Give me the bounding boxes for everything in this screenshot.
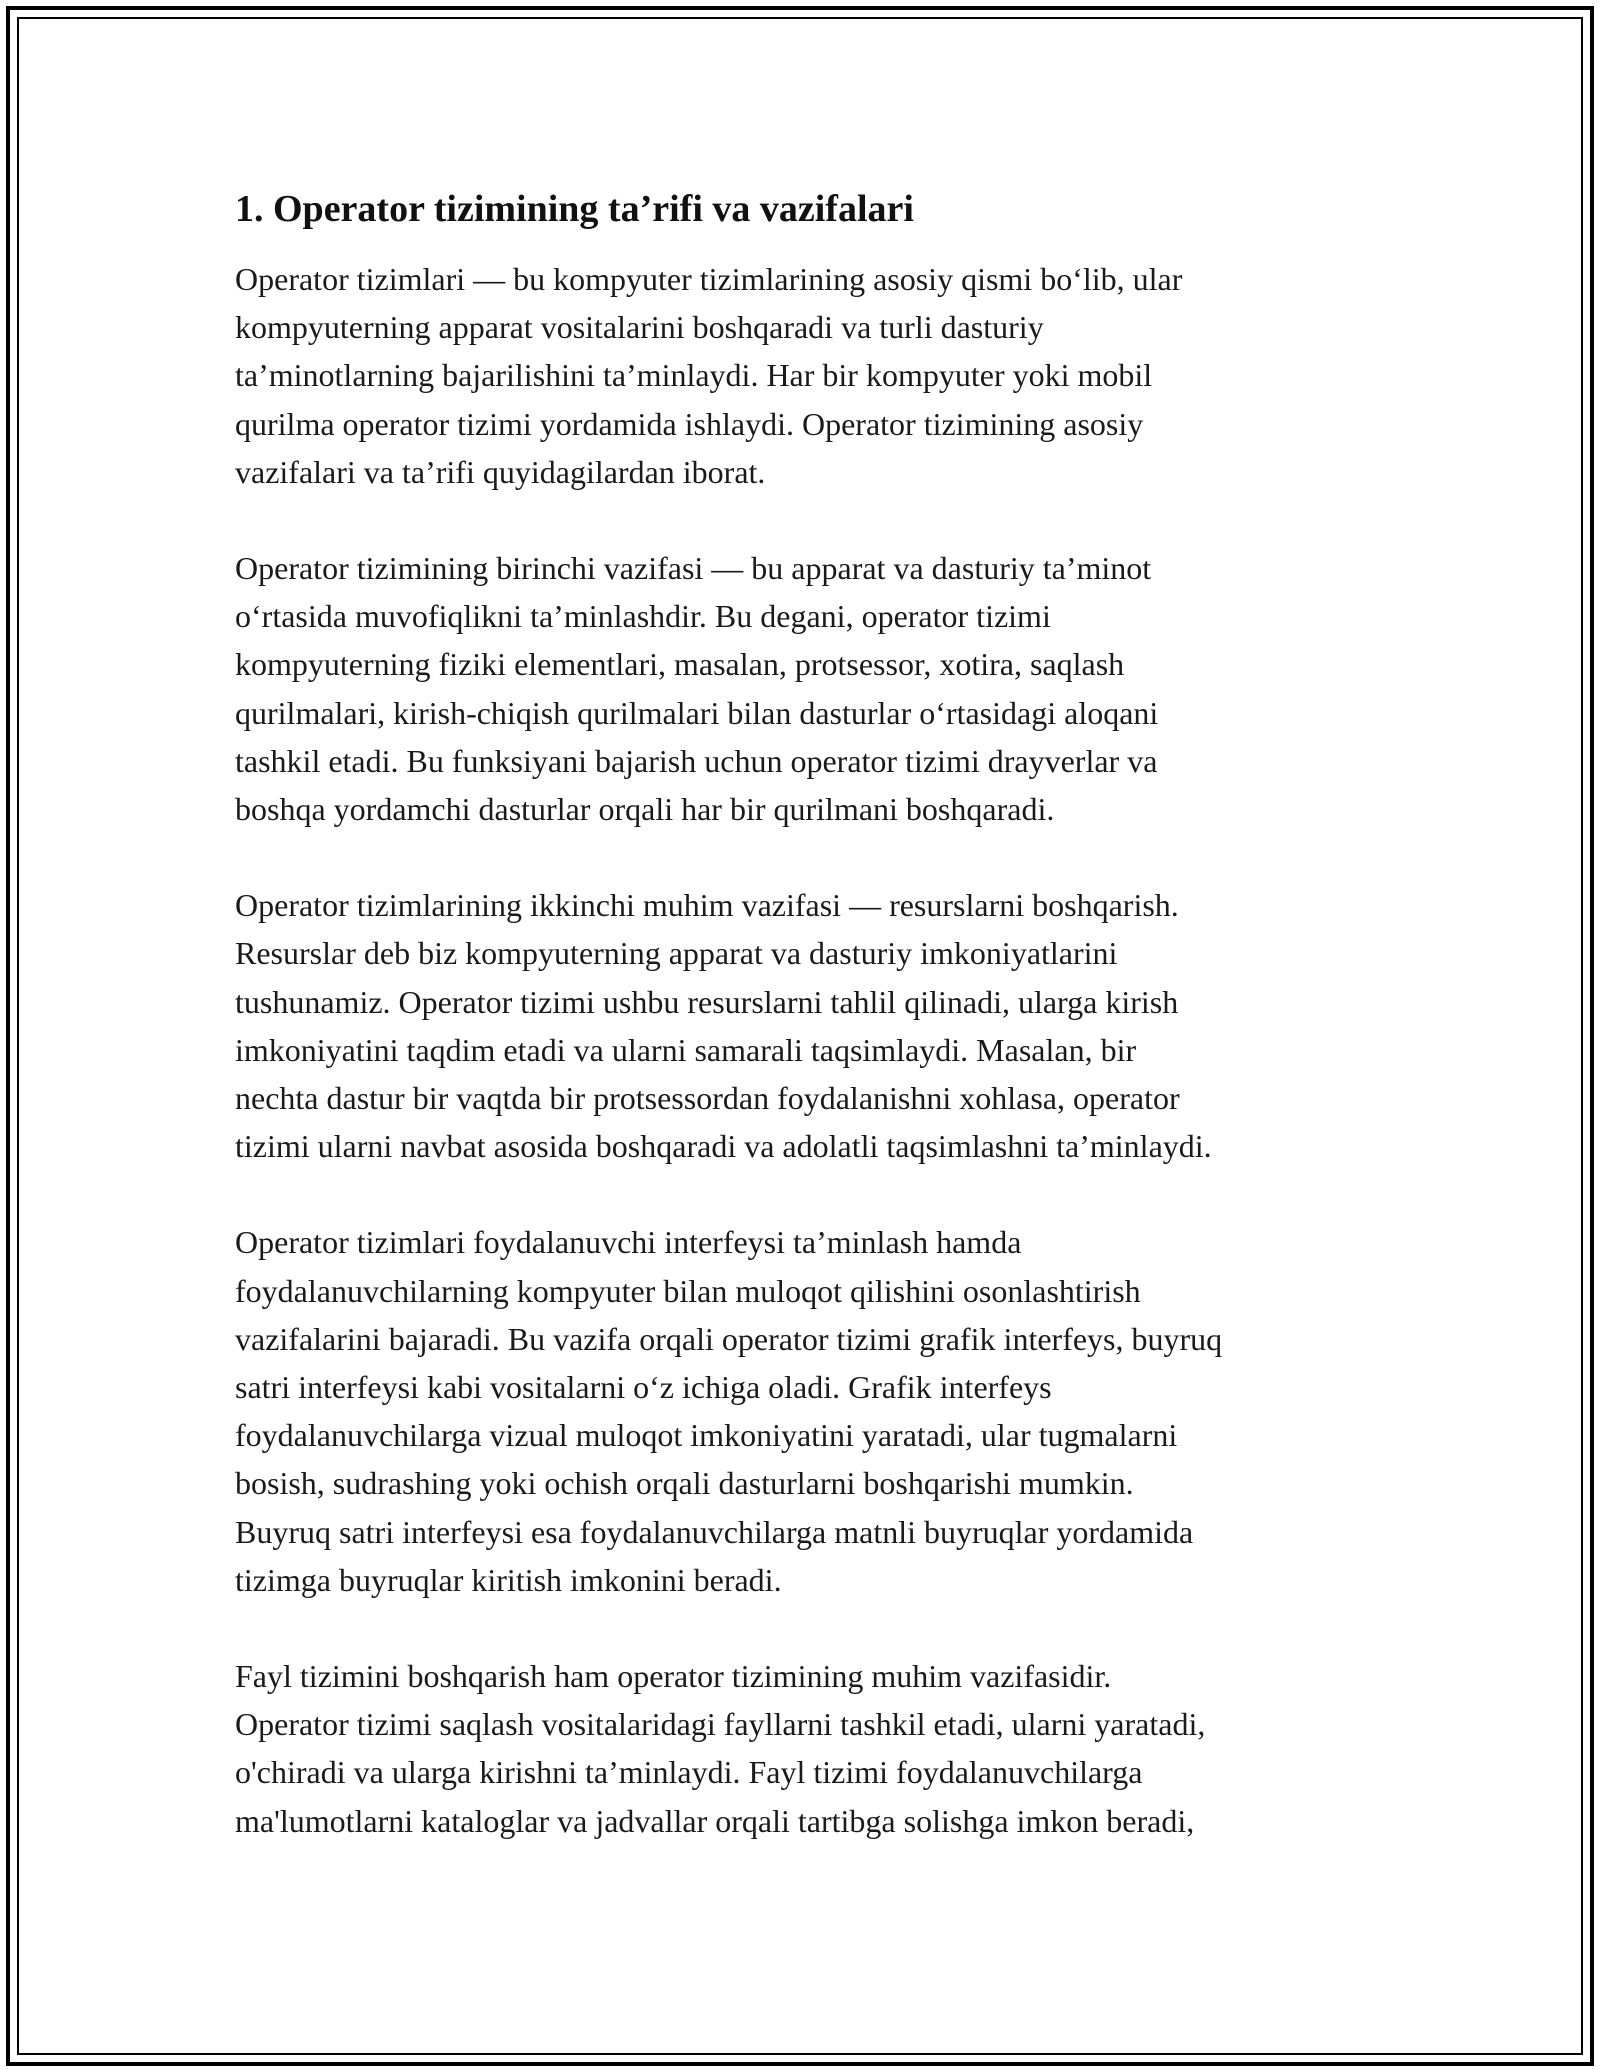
text-line: tizimga buyruqlar kiritish imkonini beradi. <box>235 1561 782 1598</box>
text-line: kompyuterning fiziki elementlari, masalan, protsessor, xotira, saqlash <box>235 646 1125 683</box>
text-line: Operator tizimining birinchi vazifasi — bu apparat va dasturiy ta’minot <box>235 550 1152 587</box>
text-line: nechta dastur bir vaqtda bir protsessordan foydalanishni xohlasa, operator <box>235 1080 1180 1117</box>
text-line: tizimi ularni navbat asosida boshqaradi va adolatli taqsimlashni ta’minlaydi. <box>235 1128 1212 1165</box>
text-line: o‘rtasida muvofiqlikni ta’minlashdir. Bu degani, operator tizimi <box>235 598 1051 635</box>
paragraph-4 <box>235 1218 1395 1604</box>
text-line: vazifalarini bajaradi. Bu vazifa orqali operator tizimi grafik interfeys, buyruq <box>235 1320 1223 1357</box>
text-line: Operator tizimi saqlash vositalaridagi fayllarni tashkil etadi, ularni yaratadi, <box>235 1706 1206 1743</box>
text-line: Operator tizimlari foydalanuvchi interfeysi ta’minlash hamda <box>235 1224 1022 1261</box>
text-line: imkoniyatini taqdim etadi va ularni samarali taqsimlaydi. Masalan, bir <box>235 1031 1137 1068</box>
text-line: bosish, sudrashing yoki ochish orqali dasturlarni boshqarishi mumkin. <box>235 1465 1134 1502</box>
paragraph-3 <box>235 881 1395 1170</box>
text-line: Buyruq satri interfeysi esa foydalanuvchilarga matnli buyruqlar yordamida <box>235 1513 1194 1550</box>
text-line: ta’minotlarning bajarilishini ta’minlaydi. Har bir kompyuter yoki mobil <box>235 357 1153 394</box>
paragraph-1 <box>235 255 1395 496</box>
text-line: foydalanuvchilarga vizual muloqot imkoniyatini yaratadi, ular tugmalarni <box>235 1417 1178 1454</box>
section-heading: 1. Operator tizimining ta’rifi va vazifalari <box>235 188 914 230</box>
text-line: tushunamiz. Operator tizimi ushbu resurslarni tahlil qilinadi, ularga kirish <box>235 983 1179 1020</box>
text-line: qurilmalari, kirish-chiqish qurilmalari bilan dasturlar o‘rtasidagi aloqani <box>235 694 1159 731</box>
paragraph-2 <box>235 544 1395 833</box>
text-line: tashkil etadi. Bu funksiyani bajarish uchun operator tizimi drayverlar va <box>235 742 1158 779</box>
text-line: Operator tizimlarining ikkinchi muhim vazifasi — resurslarni boshqarish. <box>235 887 1179 924</box>
text-line: Fayl tizimini boshqarish ham operator tizimining muhim vazifasidir. <box>235 1658 1112 1695</box>
text-line: boshqa yordamchi dasturlar orqali har bir qurilmani boshqaradi. <box>235 791 1055 828</box>
text-line: ma'lumotlarni kataloglar va jadvallar orqali tartibga solishga imkon beradi, <box>235 1802 1195 1839</box>
paragraph-5 <box>235 1652 1395 1845</box>
text-line: qurilma operator tizimi yordamida ishlaydi. Operator tizimining asosiy <box>235 405 1144 442</box>
text-line: satri interfeysi kabi vositalarni o‘z ichiga oladi. Grafik interfeys <box>235 1369 1052 1406</box>
text-line: kompyuterning apparat vositalarini boshqaradi va turli dasturiy <box>235 309 1044 346</box>
text-line: foydalanuvchilarning kompyuter bilan muloqot qilishini osonlashtirish <box>235 1272 1141 1309</box>
text-line: Operator tizimlari — bu kompyuter tizimlarining asosiy qismi bo‘lib, ular <box>235 261 1183 297</box>
text-line: Resurslar deb biz kompyuterning apparat va dasturiy imkoniyatlarini <box>235 935 1118 972</box>
text-line: vazifalari va ta’rifi quyidagilardan iborat. <box>235 453 766 490</box>
document-body <box>235 185 1395 1893</box>
text-line: o'chiradi va ularga kirishni ta’minlaydi. Fayl tizimi foydalanuvchilarga <box>235 1754 1143 1791</box>
